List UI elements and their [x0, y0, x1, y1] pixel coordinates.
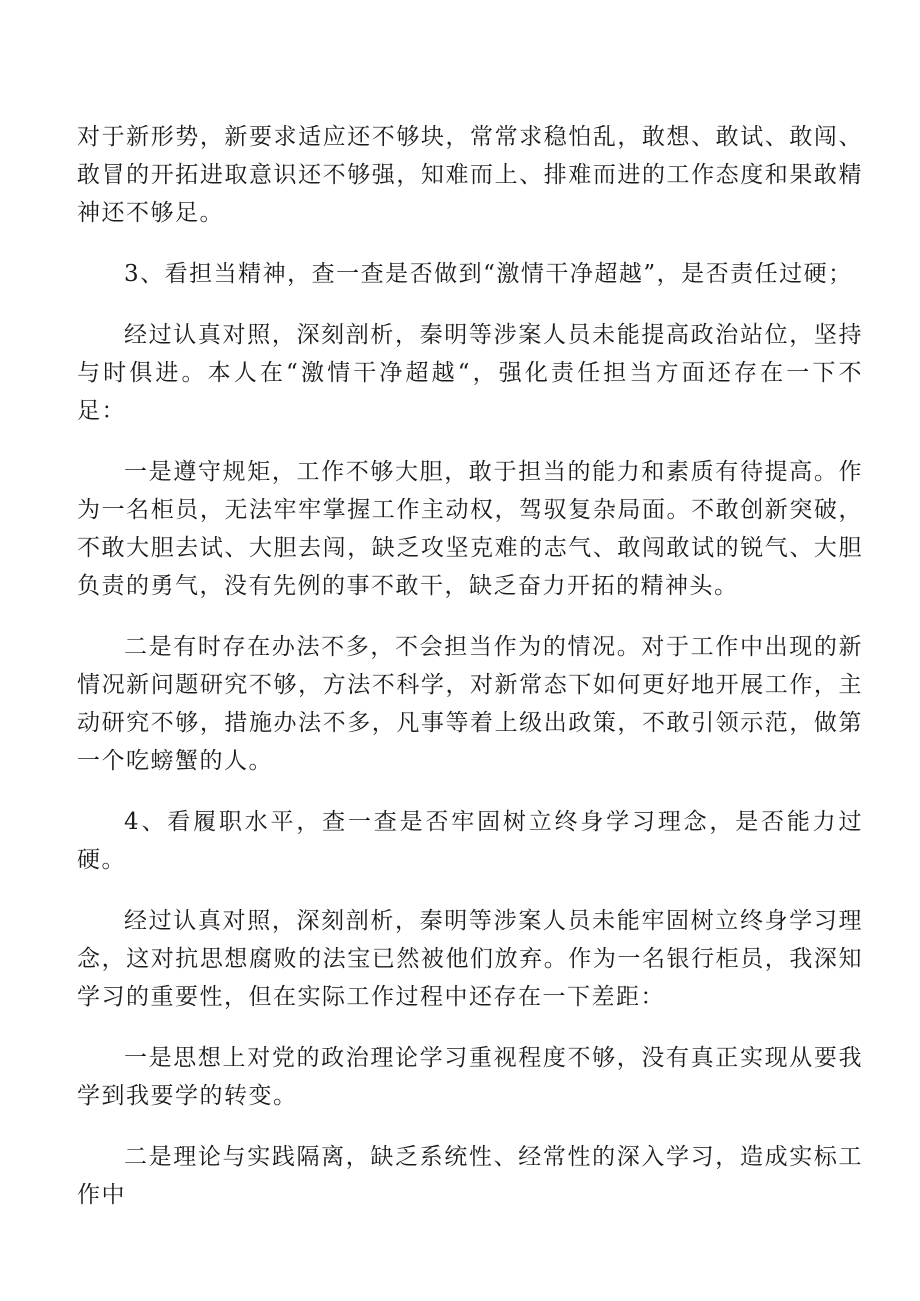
paragraph: 一是思想上对党的政治理论学习重视程度不够，没有真正实现从要我学到我要学的转变。 [77, 1045, 863, 1109]
paragraph: 对于新形势，新要求适应还不够块，常常求稳怕乱，敢想、敢试、敢闯、敢冒的开拓进取意识还不够强，知难而上、排难而进的工作态度和果敢精神还不够足。 [77, 124, 863, 226]
document-body [77, 118, 863, 1237]
paragraph: 经过认真对照，深刻剖析，秦明等涉案人员未能提高政治站位，坚持与时俱进。本人在“激情干净超越“，强化责任担当方面还存在一下不足： [77, 322, 863, 424]
paragraph: 4、看履职水平，查一查是否牢固树立终身学习理念，是否能力过硬。 [77, 809, 863, 873]
paragraph: 二是理论与实践隔离，缺乏系统性、经常性的深入学习，造成实标工作中 [77, 1144, 863, 1208]
paragraph: 二是有时存在办法不多，不会担当作为的情况。对于工作中出现的新情况新问题研究不够，方法不科学，对新常态下如何更好地开展工作，主动研究不够，措施办法不多，凡事等着上级出政策，不敢引领示范，做第一个吃螃蟹的人。 [77, 634, 863, 774]
paragraph: 3、看担当精神，查一查是否做到“激情干净超越”，是否责任过硬； [124, 261, 853, 287]
paragraph: 经过认真对照，深刻剖析，秦明等涉案人员未能牢固树立终身学习理念，这对抗思想腐败的法宝已然被他们放弃。作为一名银行柜员，我深知学习的重要性，但在实际工作过程中还存在一下差距： [77, 908, 863, 1010]
paragraph: 一是遵守规矩，工作不够大胆，敢于担当的能力和素质有待提高。作为一名柜员，无法牢牢掌握工作主动权，驾驭复杂局面。不敢创新突破，不敢大胆去试、大胆去闯，缺乏攻坚克难的志气、敢闯敢试的锐气、大胆负责的勇气，没有先例的事不敢干，缺乏奋力开拓的精神头。 [77, 459, 863, 599]
